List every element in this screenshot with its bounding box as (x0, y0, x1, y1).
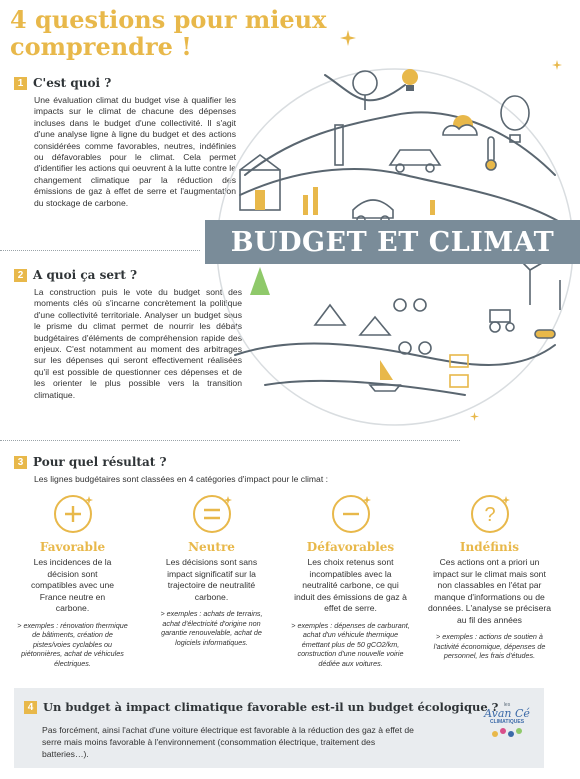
question-1-heading (14, 76, 111, 90)
category-example: > exemples : dépenses de carburant, achat d'un véhicule thermique émettant plus de 50 gCO2/km, construction d'une nouvelle voirie dédiée aux voitures. (291, 620, 410, 668)
tractor-icon (490, 310, 514, 332)
equals-icon (190, 492, 234, 536)
category-neutre (144, 492, 279, 647)
solar-panel-icon (450, 355, 468, 387)
svg-text:?: ? (483, 504, 496, 526)
question-4-box (14, 688, 544, 768)
banner-text: BUDGET ET CLIMAT (230, 226, 555, 258)
car-icon (390, 150, 440, 172)
question-2-title: A quoi ça sert ? (33, 268, 138, 282)
category-example: > exemples : rénovation thermique de bâtiments, création de pistes/voies cyclables ou piétonnières, achat de véhicules électriques. (17, 620, 128, 668)
category-example: > exemples : achats de terrains, achat d'électricité d'origine non garantie renouvelable, achat de logiciels informatiques. (160, 609, 263, 647)
logo-line-3: CLIMATIQUES (489, 719, 525, 725)
tent-icon (315, 305, 390, 335)
plus-icon (51, 492, 95, 536)
logo-line-1: les (503, 702, 511, 708)
question-4-heading (24, 700, 498, 714)
page-title: 4 questions pour mieux comprendre ! (10, 5, 327, 61)
question-4-text: Pas forcément, ainsi l'achat d'une voiture électrique est favorable à la réduction des gaz à effet de serre mais moins favorable à l'environnement (consommation électrique, traitement des batteries…). (42, 725, 414, 759)
question-2-text: La construction puis le vote du budget sont des moments clés où s'incarne concrètement la politique d'une collectivité territoriale. Analyser un budget sous le prisme du climat permet de nourrir les débats budgétaires d'éléments de compréhension rapide des enjeux. C'est notamment au moment des arbitrages sur les dépenses qui seront effectivement réalisées qu'il est possible de questionner ces dépenses et de les orienter le plus possible vers la transition climatique. (34, 287, 242, 400)
logo-line-2: Avan Cé (484, 707, 530, 720)
avancees-climatiques-logo (476, 702, 538, 758)
category-defavorables (283, 492, 418, 668)
tree-icon (250, 267, 270, 295)
category-description: Les décisions sont sans impact significatif sur la trajectoire de neutralité carbone. (165, 557, 258, 602)
thermometer-icon (486, 137, 496, 170)
minus-icon (329, 492, 373, 536)
wind-turbine-icon (520, 260, 560, 310)
bicycle-icon (394, 299, 431, 354)
sun-cloud-icon (443, 115, 477, 135)
question-1-number: 1 (14, 77, 27, 90)
pencil-icon (335, 125, 343, 165)
sparkle-icon (340, 30, 356, 46)
category-description: Les choix retenus sont incompatibles avec la neutralité carbone, ce qui induit des émissions de gaz à effet de serre. (294, 557, 407, 613)
question-3-title: Pour quel résultat ? (33, 455, 167, 469)
sailboat-icon (370, 360, 400, 391)
category-name: Indéfinis (459, 540, 520, 554)
category-favorable (5, 492, 140, 668)
question-3-number: 3 (14, 456, 27, 469)
tree-icon (353, 71, 377, 110)
question-4-title: Un budget à impact climatique favorable est-il un budget écologique ? (43, 700, 499, 714)
category-indefinis (422, 492, 557, 661)
question-4-number: 4 (24, 701, 37, 714)
question-2-heading (14, 268, 137, 282)
question-3-heading (14, 455, 166, 469)
logo-dots-icon (487, 725, 527, 743)
divider (0, 440, 460, 441)
question-icon (468, 492, 512, 536)
question-1-title: C'est quoi ? (33, 76, 112, 90)
log-icon (535, 330, 555, 338)
category-name: Neutre (188, 540, 235, 554)
question-1-text: Une évaluation climat du budget vise à qualifier les impacts sur le climat de chacune des dépenses incluses dans le budget d'une collectivité. Il s'agit d'une analyse ligne à ligne du budget et des actions considérées comme favorables, neutres, indéfinies ou défavorables pour le climat. Cela permet d'identifier les actions qui oeuvrent à la lutte contre le changement climatique par la réduction des émissions de gaz à effet de serre et l'augmentation du stockage de carbone. (34, 95, 236, 208)
category-description: Les incidences de la décision sont compatibles avec une France neutre en carbone. (30, 557, 115, 613)
category-description: Ces actions ont a priori un impact sur le climat mais sont non classables en l'état par manque d'informations ou de données. L'analyse se précisera au fil des années (428, 557, 551, 625)
category-name: Favorable (39, 540, 106, 554)
hot-air-balloon-icon (501, 96, 529, 142)
divider (0, 250, 200, 251)
category-name: Défavorables (306, 540, 395, 554)
question-3-intro: Les lignes budgétaires sont classées en 4 catégories d'impact pour le climat : (34, 474, 328, 484)
budget-climat-banner (205, 220, 580, 264)
category-example: > exemples : actions de soutien à l'activité économique, dépenses de personnel, les frais d'études. (433, 632, 546, 661)
lightbulb-icon (402, 69, 418, 91)
question-2-number: 2 (14, 269, 27, 282)
